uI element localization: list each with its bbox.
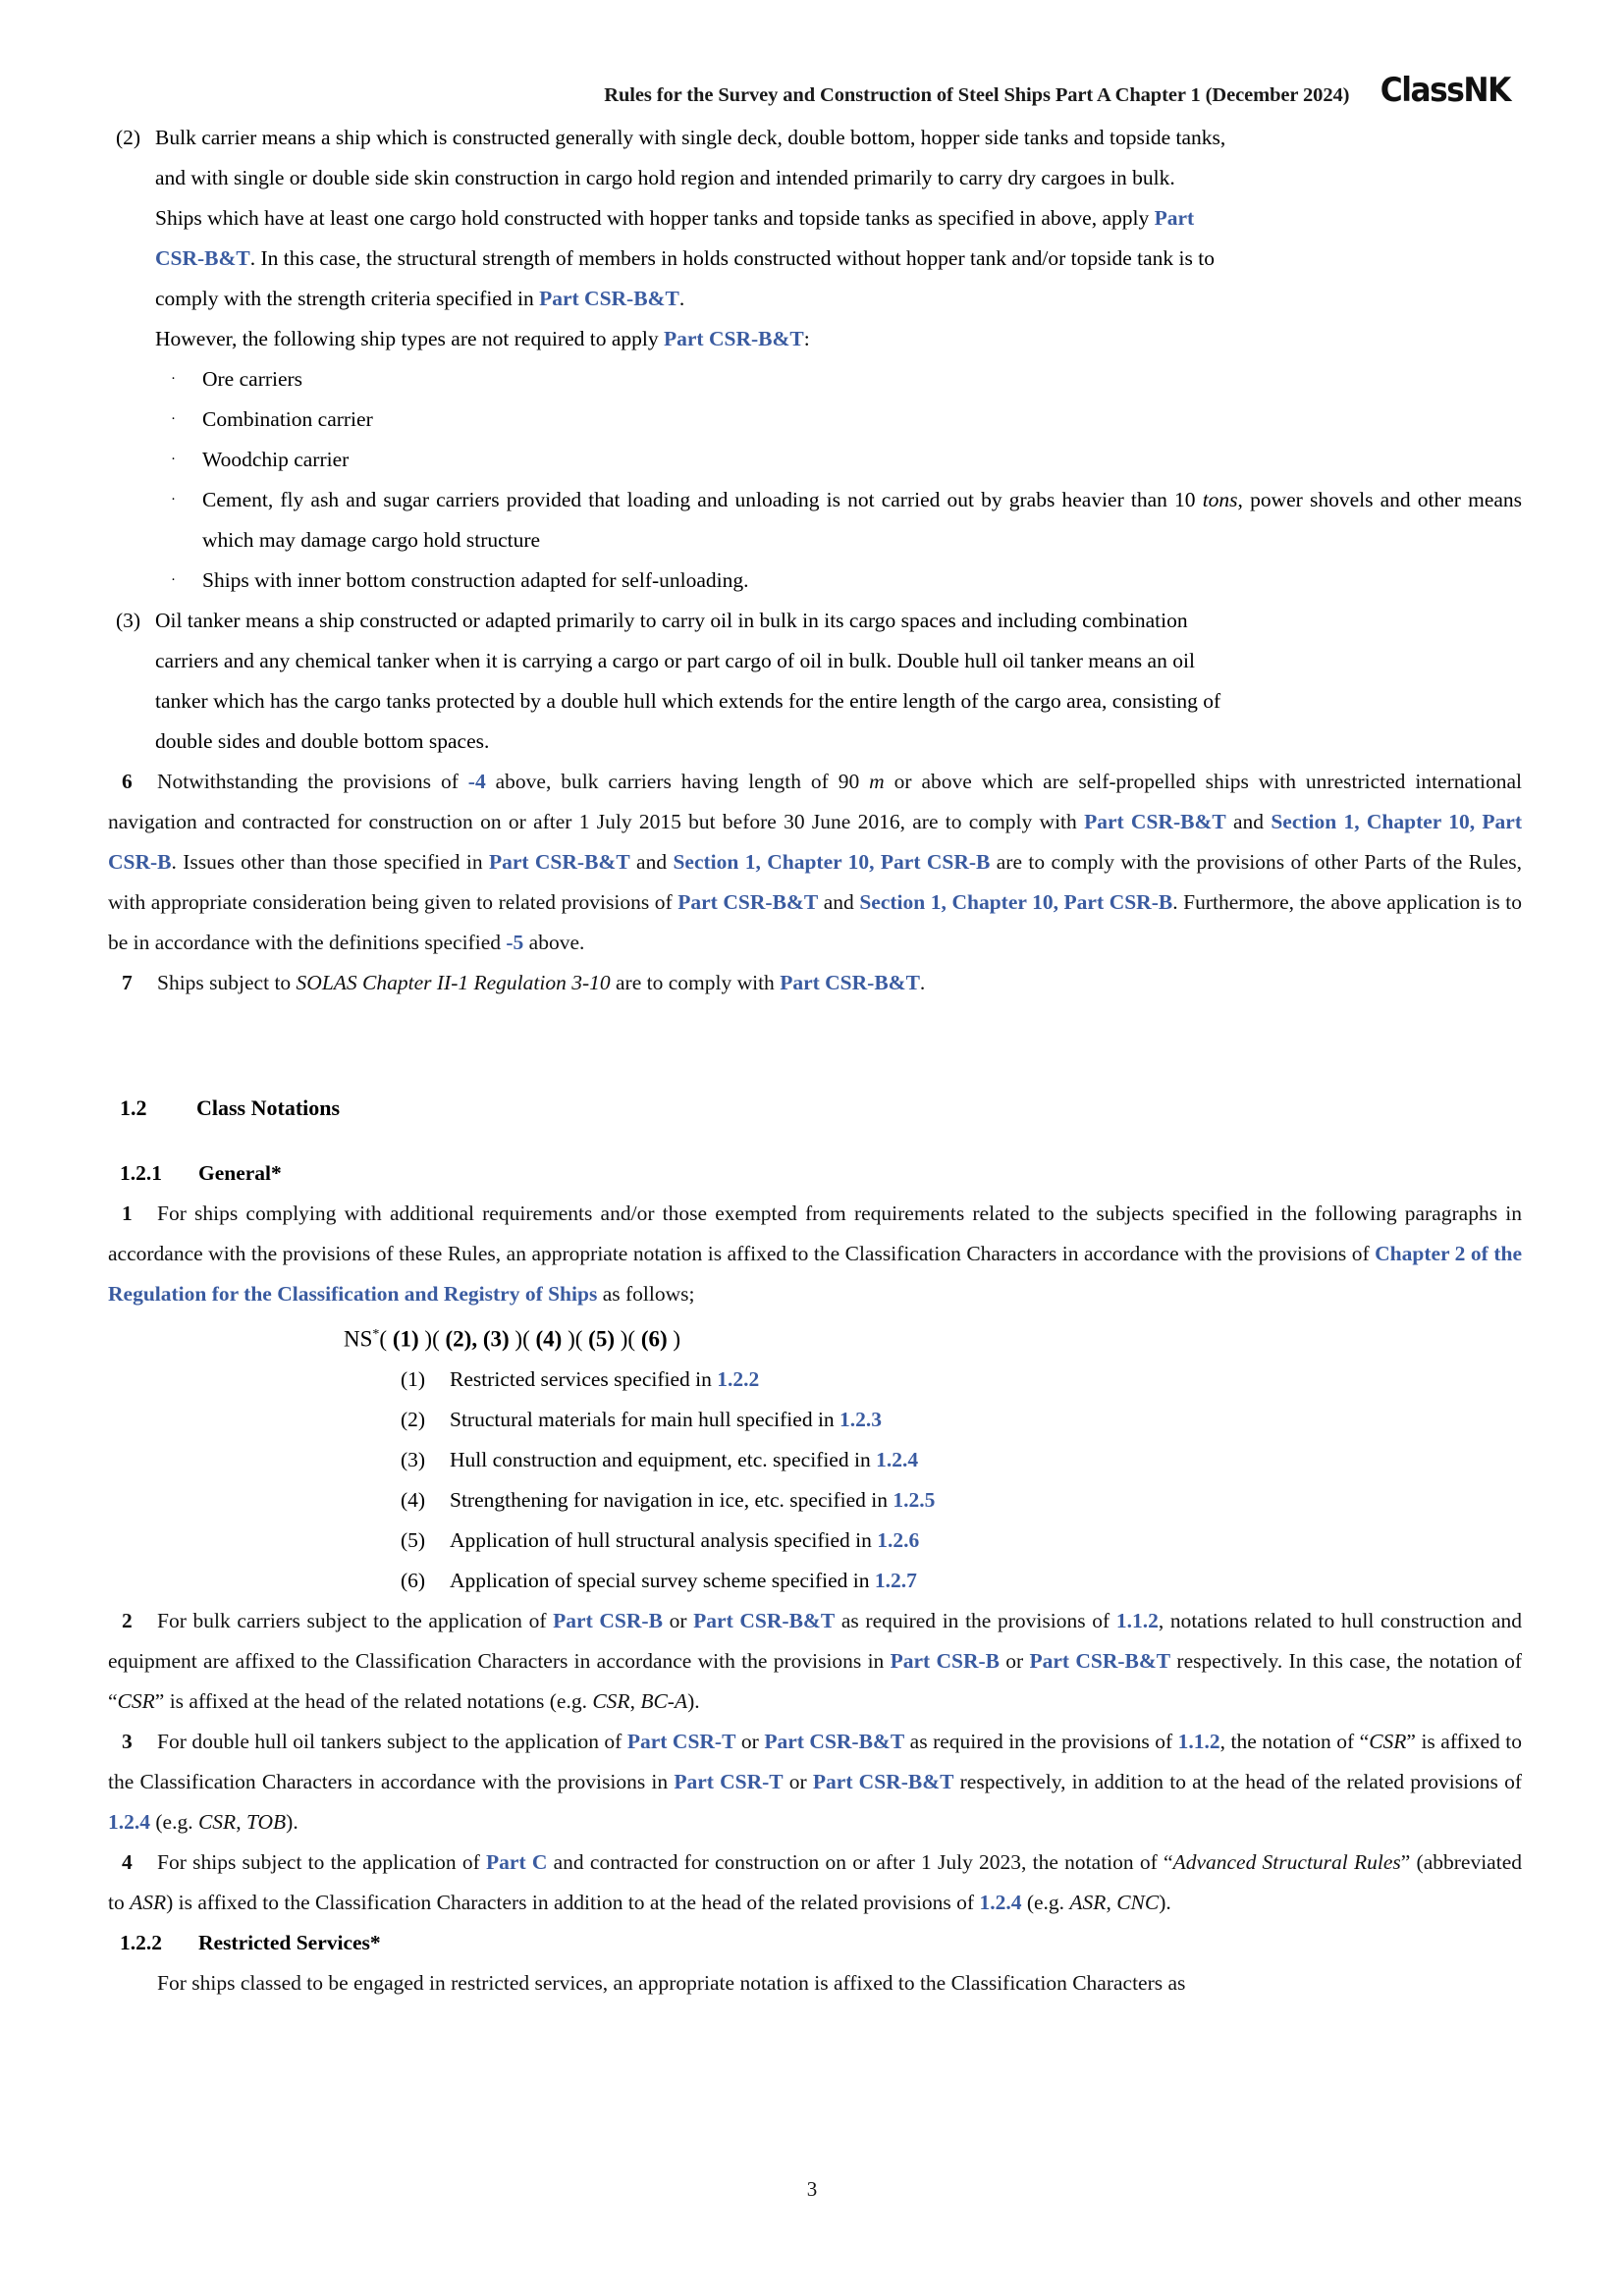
ns-group-5: (6) — [640, 1326, 668, 1352]
list-item-text — [202, 480, 1522, 561]
clause-3-body — [155, 601, 1522, 762]
heading-1-2-2 — [108, 1923, 1522, 1963]
bullet-icon: · — [171, 371, 176, 387]
clause-2-line-5: comply with the strength criteria specified in Part CSR-B&T. — [155, 287, 685, 310]
heading-1-2-1-number: 1.2.1 — [120, 1161, 162, 1185]
list-item-marker: (3) — [401, 1447, 426, 1471]
classnk-logo: ClassNK — [1380, 71, 1511, 110]
paragraph-1-2-2-intro: For ships classed to be engaged in restricted services, an appropriate notation is affixed to the Classification Characters as — [157, 1970, 1186, 1995]
list-item — [165, 359, 1522, 400]
ref-link[interactable]: Part CSR-B&T — [488, 850, 630, 874]
link-part-csr-bt[interactable]: Part CSR-B&T — [539, 287, 679, 310]
list-item-marker: (2) — [401, 1407, 426, 1431]
clause-2 — [108, 118, 1522, 359]
ns-group-3: (4) — [535, 1326, 563, 1352]
ref-link[interactable]: 1.2.2 — [717, 1366, 760, 1391]
list-item-text: Structural materials for main hull specified in 1.2.3 — [450, 1407, 883, 1431]
list-item — [401, 1480, 1522, 1521]
heading-1-2 — [108, 1088, 1522, 1128]
ref-link[interactable]: Part CSR-B&T — [764, 1729, 905, 1753]
clause-3-line-3: tanker which has the cargo tanks protected by a double hull which extends for the entire length of the cargo area, consisting of — [155, 689, 1221, 713]
ref-link-chapter-2[interactable]: Chapter 2 of the Regulation for the Classification and Registry of Ships — [108, 1242, 1522, 1306]
ref-link[interactable]: Part CSR-B&T — [693, 1608, 836, 1632]
list-item — [401, 1360, 1522, 1400]
list-item — [165, 440, 1522, 480]
ref-link[interactable]: Part CSR-B&T — [812, 1769, 954, 1793]
ref-link[interactable]: Part CSR-B — [880, 850, 991, 874]
paragraph-2: 2 For bulk carriers subject to the application of Part CSR-B or Part CSR-B&T as required in the provisions of 1.1.2, notations related to hull construction and equipment are affixed to the Classification Characters in accordance with the provisions in Part CSR-B or Part CSR-B&T respectively. In this case, the notation of “CSR” is affixed at the head of the related notations (e.g. CSR, BC-A). — [108, 1601, 1522, 1722]
list-item-text-line-2: power shovels and other means which may damage cargo hold structure — [202, 488, 1523, 552]
ref-link[interactable]: -5 — [506, 931, 524, 954]
ns-base: NS — [344, 1326, 373, 1352]
list-item-marker: (1) — [401, 1366, 426, 1391]
heading-1-2-title: Class Notations — [196, 1095, 341, 1120]
clause-3-line-4: double sides and double bottom spaces. — [155, 729, 490, 753]
list-item-text: Woodchip carrier — [202, 448, 350, 471]
paragraph-6-number: 6 — [122, 770, 133, 793]
list-item-text: Hull construction and equipment, etc. specified in 1.2.4 — [450, 1447, 919, 1471]
ns-group-1: (1) — [392, 1326, 419, 1352]
ref-link[interactable]: Part CSR-T — [626, 1729, 736, 1753]
ref-link[interactable]: Chapter 10 — [1366, 810, 1470, 833]
clause-2-line-1: Bulk carrier means a ship which is constructed generally with single deck, double bottom, hopper side tanks and topside tanks, — [155, 126, 1226, 149]
clause-2-body — [155, 118, 1522, 359]
link-csr-bt[interactable]: CSR-B&T — [155, 246, 250, 270]
ref-link[interactable]: Chapter 10 — [951, 890, 1054, 914]
heading-1-2-2-title: Restricted Services* — [198, 1930, 381, 1954]
ref-link[interactable]: 1.2.7 — [874, 1568, 917, 1592]
ref-link[interactable]: Part CSR-B&T — [1084, 810, 1226, 833]
paragraph-4-number: 4 — [122, 1849, 133, 1874]
ref-link[interactable]: -4 — [467, 770, 486, 793]
ref-link[interactable]: Part CSR-B — [553, 1608, 663, 1632]
list-item-marker: (4) — [401, 1487, 426, 1512]
ref-link[interactable]: Chapter 10 — [767, 850, 870, 874]
bullet-icon: · — [171, 572, 176, 588]
ref-link[interactable]: Part CSR-B&T — [780, 971, 920, 994]
ref-link[interactable]: Part CSR-B&T — [677, 890, 819, 914]
clause-3-line-1: Oil tanker means a ship constructed or adapted primarily to carry oil in bulk in its cargo spaces and including combination — [155, 609, 1188, 632]
page-footer — [0, 2177, 1624, 2202]
list-item — [165, 400, 1522, 440]
list-item — [401, 1440, 1522, 1480]
list-item — [165, 561, 1522, 601]
list-item-text: Ships with inner bottom construction adapted for self-unloading. — [202, 568, 749, 592]
exempt-ship-types-list — [108, 359, 1522, 601]
page-number: 3 — [806, 2177, 818, 2201]
ref-link[interactable]: 1.2.3 — [839, 1407, 883, 1431]
notation-reference-list — [108, 1360, 1522, 1601]
clause-2-marker: (2) — [116, 126, 141, 149]
paragraph-3-number: 3 — [122, 1729, 133, 1753]
paragraph-2-number: 2 — [122, 1608, 133, 1632]
list-item-text: Strengthening for navigation in ice, etc. specified in 1.2.5 — [450, 1487, 936, 1512]
heading-1-2-2-number: 1.2.2 — [120, 1930, 162, 1954]
paragraph-7-number: 7 — [122, 971, 133, 994]
bullet-icon: · — [171, 492, 176, 507]
paragraph-1-number: 1 — [122, 1201, 133, 1225]
ref-link[interactable]: Part CSR-B — [108, 810, 1523, 874]
list-item-text: Combination carrier — [202, 407, 373, 431]
ref-link[interactable]: Section 1 — [673, 850, 756, 874]
heading-1-2-1-title: General* — [198, 1161, 282, 1185]
list-item — [401, 1521, 1522, 1561]
document-body — [108, 118, 1522, 2003]
paragraph-6: 6 Notwithstanding the provisions of -4 above, bulk carriers having length of 90 m or above which are self-propelled ships with unrestricted international navigation and contracted for construction on or after 1 July 2015 but before 30 June 2016, are to comply with Part CSR-B&T and Section 1, Chapter 10, Part CSR-B. Issues other than those specified in Part CSR-B&T and Section 1, Chapter 10, Part CSR-B are to comply with the provisions of other Parts of the Rules, with appropriate consideration being given to related provisions of Part CSR-B&T and Section 1, Chapter 10, Part CSR-B. Furthermore, the above application is to be in accordance with the definitions specified -5 above. — [108, 762, 1522, 963]
paragraph-1: 1 For ships complying with additional requirements and/or those exempted from requirements related to the subjects specified in the following paragraphs in accordance with the provisions of these Rules, an appropriate notation is affixed to the Classification Characters in accordance with the provisions of Chapter 2 of the Regulation for the Classification and Registry of Ships as follows; — [108, 1194, 1522, 1314]
list-item-text: Restricted services specified in 1.2.2 — [450, 1366, 760, 1391]
ref-link[interactable]: 1.2.4 — [108, 1809, 150, 1834]
ref-link[interactable]: Section 1 — [859, 890, 942, 914]
bullet-icon: · — [171, 452, 176, 467]
clause-2-line-6: However, the following ship types are not required to apply Part CSR-B&T: — [155, 327, 810, 350]
link-part-csr-bt-2[interactable]: Part CSR-B&T — [664, 327, 804, 350]
paragraph-7: 7 Ships subject to SOLAS Chapter II-1 Regulation 3-10 are to comply with Part CSR-B&T. — [108, 963, 1522, 1003]
ref-link[interactable]: Part CSR-B&T — [1029, 1648, 1171, 1673]
clause-2-line-2: and with single or double side skin construction in cargo hold region and intended primarily to carry dry cargoes in bulk. — [155, 166, 1175, 189]
ref-link[interactable]: Part CSR-B — [1063, 890, 1173, 914]
clause-3-marker: (3) — [116, 609, 141, 632]
clause-2-line-3: Ships which have at least one cargo hold constructed with hopper tanks and topside tanks as specified in above, apply Part — [155, 206, 1195, 230]
list-item-marker: (6) — [401, 1568, 426, 1592]
ns-notation-line: NS*( (1) )( (2), (3) )( (4) )( (5) )( (6) ) — [344, 1326, 681, 1352]
ref-link-part-c[interactable]: Part C — [486, 1849, 548, 1874]
ref-link[interactable]: Section 1 — [1271, 810, 1355, 833]
ns-group-2: (2), (3) — [445, 1326, 510, 1352]
clause-3 — [108, 601, 1522, 762]
paragraph-4: 4 For ships subject to the application of Part C and contracted for construction on or after 1 July 2023, the notation of “Advanced Structural Rules” (abbreviated to ASR) is affixed to the Classification Characters in addition to at the head of the related provisions of 1.2.4 (e.g. ASR, CNC). — [108, 1842, 1522, 1923]
header-title: Rules for the Survey and Construction of Steel Ships Part A Chapter 1 (December 2024) — [604, 84, 1350, 106]
ref-link[interactable]: 1.1.2 — [1177, 1729, 1220, 1753]
list-item-text: Application of hull structural analysis specified in 1.2.6 — [450, 1527, 920, 1552]
paragraph-3: 3 For double hull oil tankers subject to the application of Part CSR-T or Part CSR-B&T as required in the provisions of 1.1.2, the notation of “CSR” is affixed to the Classification Characters in accordance with the provisions in Part CSR-T or Part CSR-B&T respectively, in addition to at the head of the related provisions of 1.2.4 (e.g. CSR, TOB). — [108, 1722, 1522, 1842]
ref-link[interactable]: 1.2.5 — [893, 1487, 936, 1512]
ref-link[interactable]: 1.2.4 — [876, 1447, 919, 1471]
list-item-text: Application of special survey scheme specified in 1.2.7 — [450, 1568, 917, 1592]
clause-3-line-2: carriers and any chemical tanker when it is carrying a cargo or part cargo of oil in bulk. Double hull oil tanker means an oil — [155, 649, 1195, 672]
list-item-text: Ore carriers — [202, 367, 303, 391]
ns-asterisk: * — [372, 1327, 380, 1342]
page-header — [147, 71, 1516, 110]
ref-link[interactable]: Part CSR-T — [674, 1769, 784, 1793]
list-item — [401, 1400, 1522, 1440]
list-item-text-line-1: Cement, fly ash and sugar carriers provided that loading and unloading is not carried out by grabs heavier than 10 tons, — [202, 488, 1243, 511]
list-item — [165, 480, 1522, 561]
ref-link[interactable]: Part CSR-B — [890, 1648, 1000, 1673]
ns-group-4: (5) — [588, 1326, 615, 1352]
clause-2-line-4: CSR-B&T. In this case, the structural strength of members in holds constructed without hopper tank and/or topside tank is to — [155, 246, 1215, 270]
bullet-icon: · — [171, 411, 176, 427]
ref-link[interactable]: 1.2.6 — [877, 1527, 920, 1552]
ref-link[interactable]: 1.1.2 — [1115, 1608, 1159, 1632]
list-item-marker: (5) — [401, 1527, 426, 1552]
link-part[interactable]: Part — [1154, 206, 1195, 230]
list-item — [401, 1561, 1522, 1601]
heading-1-2-1 — [108, 1153, 1522, 1194]
heading-1-2-number: 1.2 — [120, 1095, 147, 1120]
ref-link[interactable]: 1.2.4 — [979, 1890, 1022, 1914]
